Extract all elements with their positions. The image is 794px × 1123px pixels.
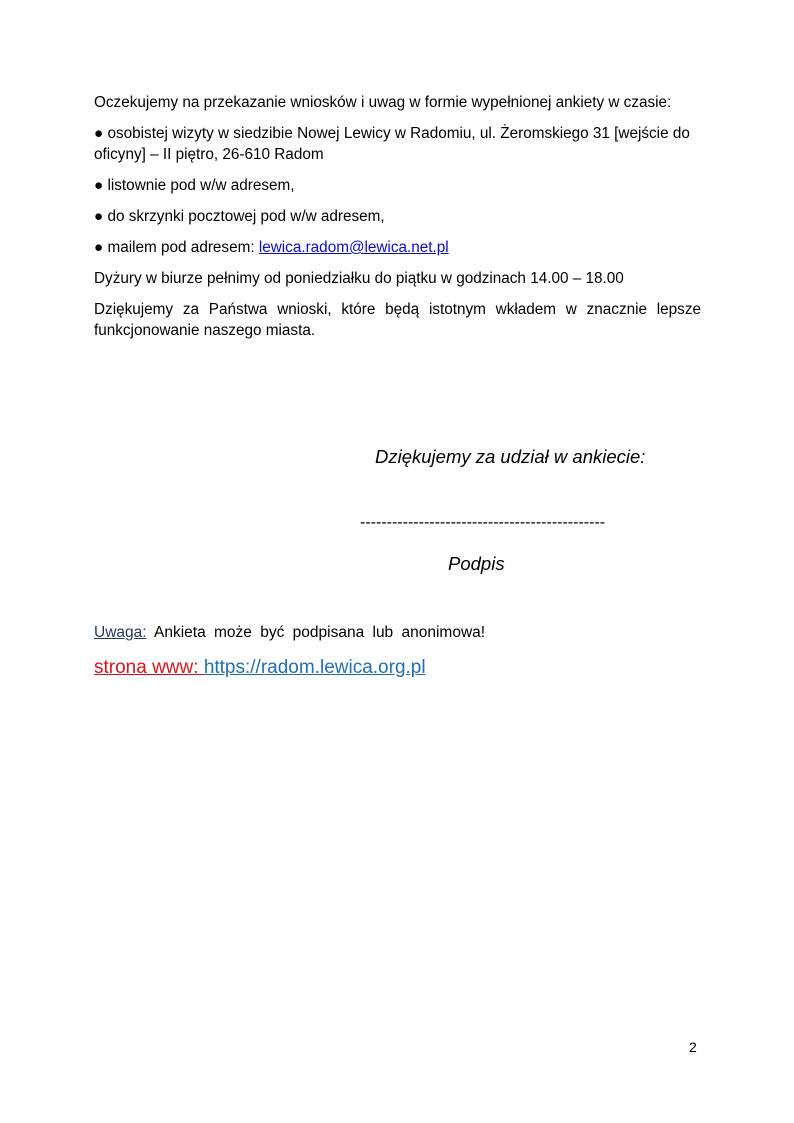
note bbox=[94, 624, 485, 642]
thanks-heading: Dziękujemy za udział w ankiecie: bbox=[375, 446, 646, 467]
bullet-mailbox: ● do skrzynki pocztowej pod w/w adresem, bbox=[94, 208, 385, 225]
email-link[interactable]: lewica.radom@lewica.net.pl bbox=[258, 239, 449, 256]
office-hours: Dyżury w biurze pełnimy od poniedziałku do piątku w godzinach 14.00 – 18.00 bbox=[94, 270, 624, 287]
note-text: Ankieta może być podpisana lub anonimowa! bbox=[146, 624, 486, 641]
bullet-email bbox=[94, 237, 701, 258]
signature-label: Podpis bbox=[448, 553, 505, 574]
signature-line: ---------------------------------------------- bbox=[360, 514, 606, 531]
thanks-paragraph: Dziękujemy za Państwa wnioski, które będą istotnym wkładem w znacznie lepsze funkcjonowanie naszego miasta. bbox=[94, 301, 701, 339]
website-link[interactable]: https://radom.lewica.org.pl bbox=[203, 657, 426, 678]
website-label: strona www: bbox=[94, 657, 204, 678]
bullet-visit: ● osobistej wizyty w siedzibie Nowej Lewicy w Radomiu, ul. Żeromskiego 31 [wejście do oficyny] – II piętro, 26-610 Radom bbox=[94, 125, 690, 163]
intro-paragraph: Oczekujemy na przekazanie wniosków i uwag w formie wypełnionej ankiety w czasie: bbox=[94, 94, 672, 111]
bullet-mail: ● listownie pod w/w adresem, bbox=[94, 177, 295, 194]
bullet-email-prefix: ● mailem pod adresem: bbox=[94, 239, 259, 256]
document-body bbox=[94, 92, 701, 351]
website bbox=[94, 657, 426, 679]
note-label: Uwaga: bbox=[94, 624, 147, 641]
page-number: 2 bbox=[689, 1039, 697, 1055]
